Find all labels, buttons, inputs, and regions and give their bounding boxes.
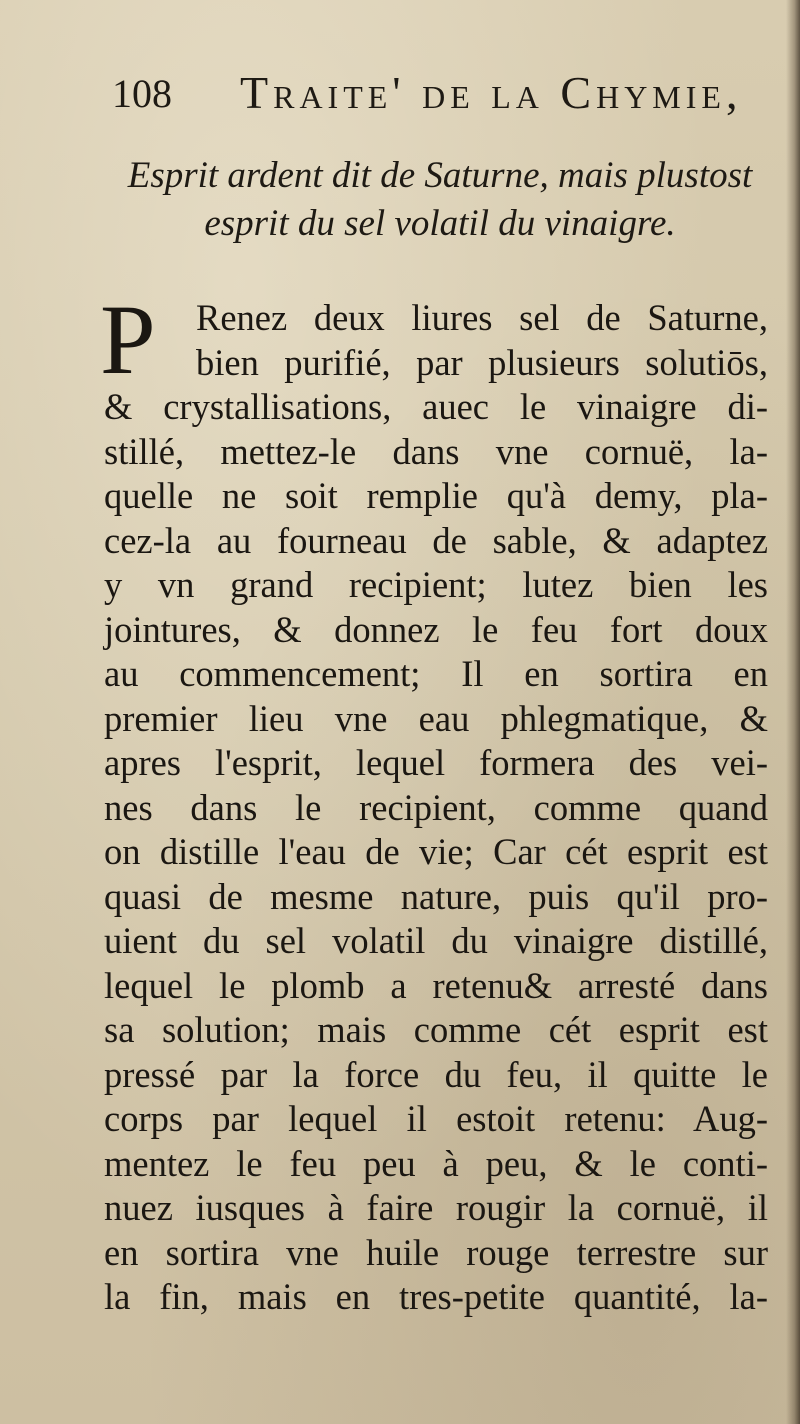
section-subtitle (100, 152, 780, 248)
page-number: 108 (112, 71, 172, 116)
text-line: y vn grand recipient; lutez bien les (104, 564, 768, 605)
subtitle-line-1: Esprit ardent dit de Saturne, mais plustost (127, 155, 753, 196)
text-line: premier lieu vne eau phlegmatique, & (104, 697, 768, 739)
text-line: stillé, mettez-le dans vne cornuë, la- (104, 430, 768, 472)
body-paragraph (100, 284, 768, 1320)
text-line: quasi de mesme nature, puis qu'il pro- (104, 875, 768, 917)
text-line: & crystallisations, auec le vinaigre di- (104, 386, 768, 427)
drop-cap: P (100, 284, 156, 395)
text-line: Renez deux liures sel de Saturne, (196, 297, 768, 338)
text-line: cez-la au fourneau de sable, & adaptez (104, 519, 768, 561)
page-binding-shadow (786, 0, 800, 1424)
text-line: lequel le plomb a retenu& arresté dans (104, 964, 768, 1006)
text-line: quelle ne soit remplie qu'à demy, pla- (104, 475, 768, 516)
text-line: pressé par la force du feu, il quitte le (104, 1053, 768, 1095)
running-title: Traite' de la Chymie, (240, 67, 743, 118)
running-head (112, 66, 772, 118)
text-line: nes dans le recipient, comme quand (104, 786, 768, 828)
text-line: la fin, mais en tres-petite quantité, la- (104, 1276, 768, 1317)
text-line: bien purifié, par plusieurs solutiōs, (196, 341, 768, 383)
text-line: uient du sel volatil du vinaigre distillé, (104, 920, 768, 961)
text-line: corps par lequel il estoit retenu: Aug- (104, 1098, 768, 1139)
text-line: au commencement; Il en sortira en (104, 653, 768, 694)
text-line: on distille l'eau de vie; Car cét esprit est (104, 831, 768, 872)
text-line: apres l'esprit, lequel formera des vei- (104, 742, 768, 783)
subtitle-line-2: esprit du sel volatil du vinaigre. (204, 203, 676, 244)
text-line: jointures, & donnez le feu fort doux (104, 608, 768, 650)
text-line: mentez le feu peu à peu, & le conti- (104, 1142, 768, 1184)
text-line: sa solution; mais comme cét esprit est (104, 1009, 768, 1050)
text-line: nuez iusques à faire rougir la cornuë, il (104, 1187, 768, 1228)
text-line: en sortira vne huile rouge terrestre sur (104, 1231, 768, 1273)
